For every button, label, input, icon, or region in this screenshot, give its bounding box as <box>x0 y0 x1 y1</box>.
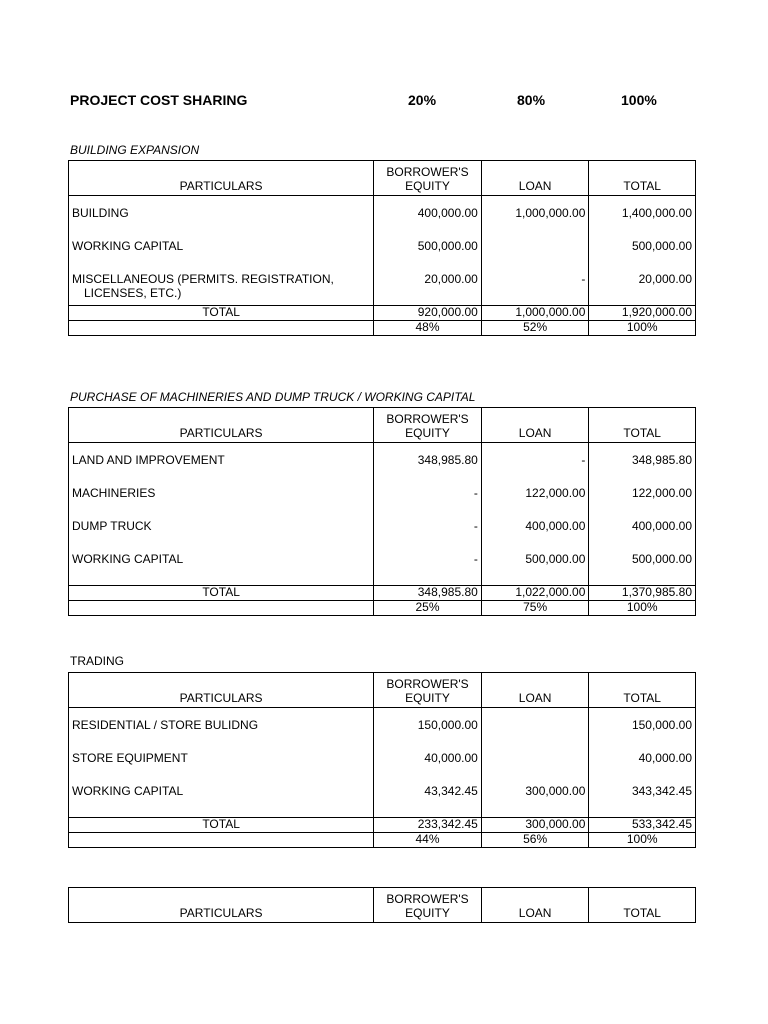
row-loan: - <box>481 272 589 306</box>
row-total: 40,000.00 <box>589 751 696 784</box>
percent-loan: 75% <box>481 601 589 616</box>
row-equity: 400,000.00 <box>374 206 482 239</box>
row-loan <box>481 718 589 751</box>
total-label: TOTAL <box>69 818 374 833</box>
equity-header <box>374 888 482 923</box>
table-row <box>69 486 696 519</box>
fourth-table <box>68 887 696 923</box>
percent-equity: 48% <box>374 321 482 336</box>
row-equity: - <box>374 519 482 552</box>
section-title-trading: TRADING <box>70 654 124 668</box>
table-row <box>69 552 696 586</box>
percent-row <box>69 601 696 616</box>
percent-equity: 44% <box>374 833 482 848</box>
total-loan: 1,000,000.00 <box>481 306 589 321</box>
total-share-percent: 100% <box>621 92 657 108</box>
total-label: TOTAL <box>69 306 374 321</box>
particulars-header: PARTICULARS <box>69 673 374 708</box>
equity-header <box>374 161 482 196</box>
equity-header <box>374 673 482 708</box>
table-row <box>69 718 696 751</box>
row-label: RESIDENTIAL / STORE BULIDNG <box>69 718 374 751</box>
row-total: 343,342.45 <box>589 784 696 818</box>
row-loan: 400,000.00 <box>481 519 589 552</box>
row-label: MACHINERIES <box>69 486 374 519</box>
row-loan: 1,000,000.00 <box>481 206 589 239</box>
row-label: WORKING CAPITAL <box>69 552 374 586</box>
page-title: PROJECT COST SHARING <box>70 92 248 108</box>
section-title-building-expansion: BUILDING EXPANSION <box>70 143 200 157</box>
percent-loan: 56% <box>481 833 589 848</box>
row-label <box>69 272 374 306</box>
row-loan <box>481 239 589 272</box>
row-total: 150,000.00 <box>589 718 696 751</box>
loan-header: LOAN <box>481 673 589 708</box>
table-header-row <box>69 673 696 708</box>
total-loan: 1,022,000.00 <box>481 586 589 601</box>
row-loan <box>481 751 589 784</box>
row-total: 500,000.00 <box>589 239 696 272</box>
table-row <box>69 239 696 272</box>
equity-header-line1: BORROWER'S <box>386 412 469 426</box>
row-label: STORE EQUIPMENT <box>69 751 374 784</box>
percent-total: 100% <box>589 601 696 616</box>
row-label: BUILDING <box>69 206 374 239</box>
building-expansion-table <box>68 160 696 336</box>
percent-total: 100% <box>589 321 696 336</box>
particulars-header: PARTICULARS <box>69 408 374 443</box>
trading-table <box>68 672 696 848</box>
row-loan: 122,000.00 <box>481 486 589 519</box>
total-row <box>69 306 696 321</box>
row-total: 500,000.00 <box>589 552 696 586</box>
row-total: 20,000.00 <box>589 272 696 306</box>
equity-header-line2: EQUITY <box>405 691 450 705</box>
row-equity: 150,000.00 <box>374 718 482 751</box>
total-label: TOTAL <box>69 586 374 601</box>
row-label: WORKING CAPITAL <box>69 784 374 818</box>
row-total: 400,000.00 <box>589 519 696 552</box>
loan-header: LOAN <box>481 888 589 923</box>
total-header: TOTAL <box>589 161 696 196</box>
percent-row <box>69 321 696 336</box>
row-loan: 500,000.00 <box>481 552 589 586</box>
percent-equity: 25% <box>374 601 482 616</box>
total-equity: 233,342.45 <box>374 818 482 833</box>
table-row <box>69 206 696 239</box>
total-total: 1,370,985.80 <box>589 586 696 601</box>
row-label: DUMP TRUCK <box>69 519 374 552</box>
equity-header <box>374 408 482 443</box>
total-equity: 920,000.00 <box>374 306 482 321</box>
row-label: WORKING CAPITAL <box>69 239 374 272</box>
total-row <box>69 818 696 833</box>
equity-share-percent: 20% <box>408 92 437 108</box>
percent-loan: 52% <box>481 321 589 336</box>
loan-header: LOAN <box>481 161 589 196</box>
row-equity: 43,342.45 <box>374 784 482 818</box>
equity-header-line1: BORROWER'S <box>386 892 469 906</box>
machineries-table <box>68 407 696 616</box>
particulars-header: PARTICULARS <box>69 161 374 196</box>
row-equity: 40,000.00 <box>374 751 482 784</box>
row-total: 1,400,000.00 <box>589 206 696 239</box>
total-total: 1,920,000.00 <box>589 306 696 321</box>
row-loan: - <box>481 453 589 486</box>
row-label-line2: LICENSES, ETC.) <box>84 286 182 300</box>
table-header-row <box>69 408 696 443</box>
table-row <box>69 784 696 818</box>
loan-share-percent: 80% <box>517 92 546 108</box>
total-equity: 348,985.80 <box>374 586 482 601</box>
equity-header-line1: BORROWER'S <box>386 165 469 179</box>
equity-header-line2: EQUITY <box>405 426 450 440</box>
total-total: 533,342.45 <box>589 818 696 833</box>
table-row <box>69 272 696 306</box>
row-label-line1: MISCELLANEOUS (PERMITS. REGISTRATION, <box>72 272 334 286</box>
row-total: 348,985.80 <box>589 453 696 486</box>
total-header: TOTAL <box>589 888 696 923</box>
table-row <box>69 453 696 486</box>
row-equity: 500,000.00 <box>374 239 482 272</box>
row-equity: - <box>374 486 482 519</box>
equity-header-line2: EQUITY <box>405 179 450 193</box>
particulars-header: PARTICULARS <box>69 888 374 923</box>
row-equity: - <box>374 552 482 586</box>
total-header: TOTAL <box>589 673 696 708</box>
table-row <box>69 751 696 784</box>
table-header-row <box>69 161 696 196</box>
equity-header-line1: BORROWER'S <box>386 677 469 691</box>
total-header: TOTAL <box>589 408 696 443</box>
row-equity: 348,985.80 <box>374 453 482 486</box>
loan-header: LOAN <box>481 408 589 443</box>
percent-total: 100% <box>589 833 696 848</box>
table-row <box>69 519 696 552</box>
table-header-row <box>69 888 696 923</box>
row-total: 122,000.00 <box>589 486 696 519</box>
total-row <box>69 586 696 601</box>
total-loan: 300,000.00 <box>481 818 589 833</box>
row-equity: 20,000.00 <box>374 272 482 306</box>
row-label: LAND AND IMPROVEMENT <box>69 453 374 486</box>
equity-header-line2: EQUITY <box>405 906 450 920</box>
row-loan: 300,000.00 <box>481 784 589 818</box>
section-title-machineries: PURCHASE OF MACHINERIES AND DUMP TRUCK / WORKING CAPITAL <box>70 390 476 404</box>
percent-row <box>69 833 696 848</box>
